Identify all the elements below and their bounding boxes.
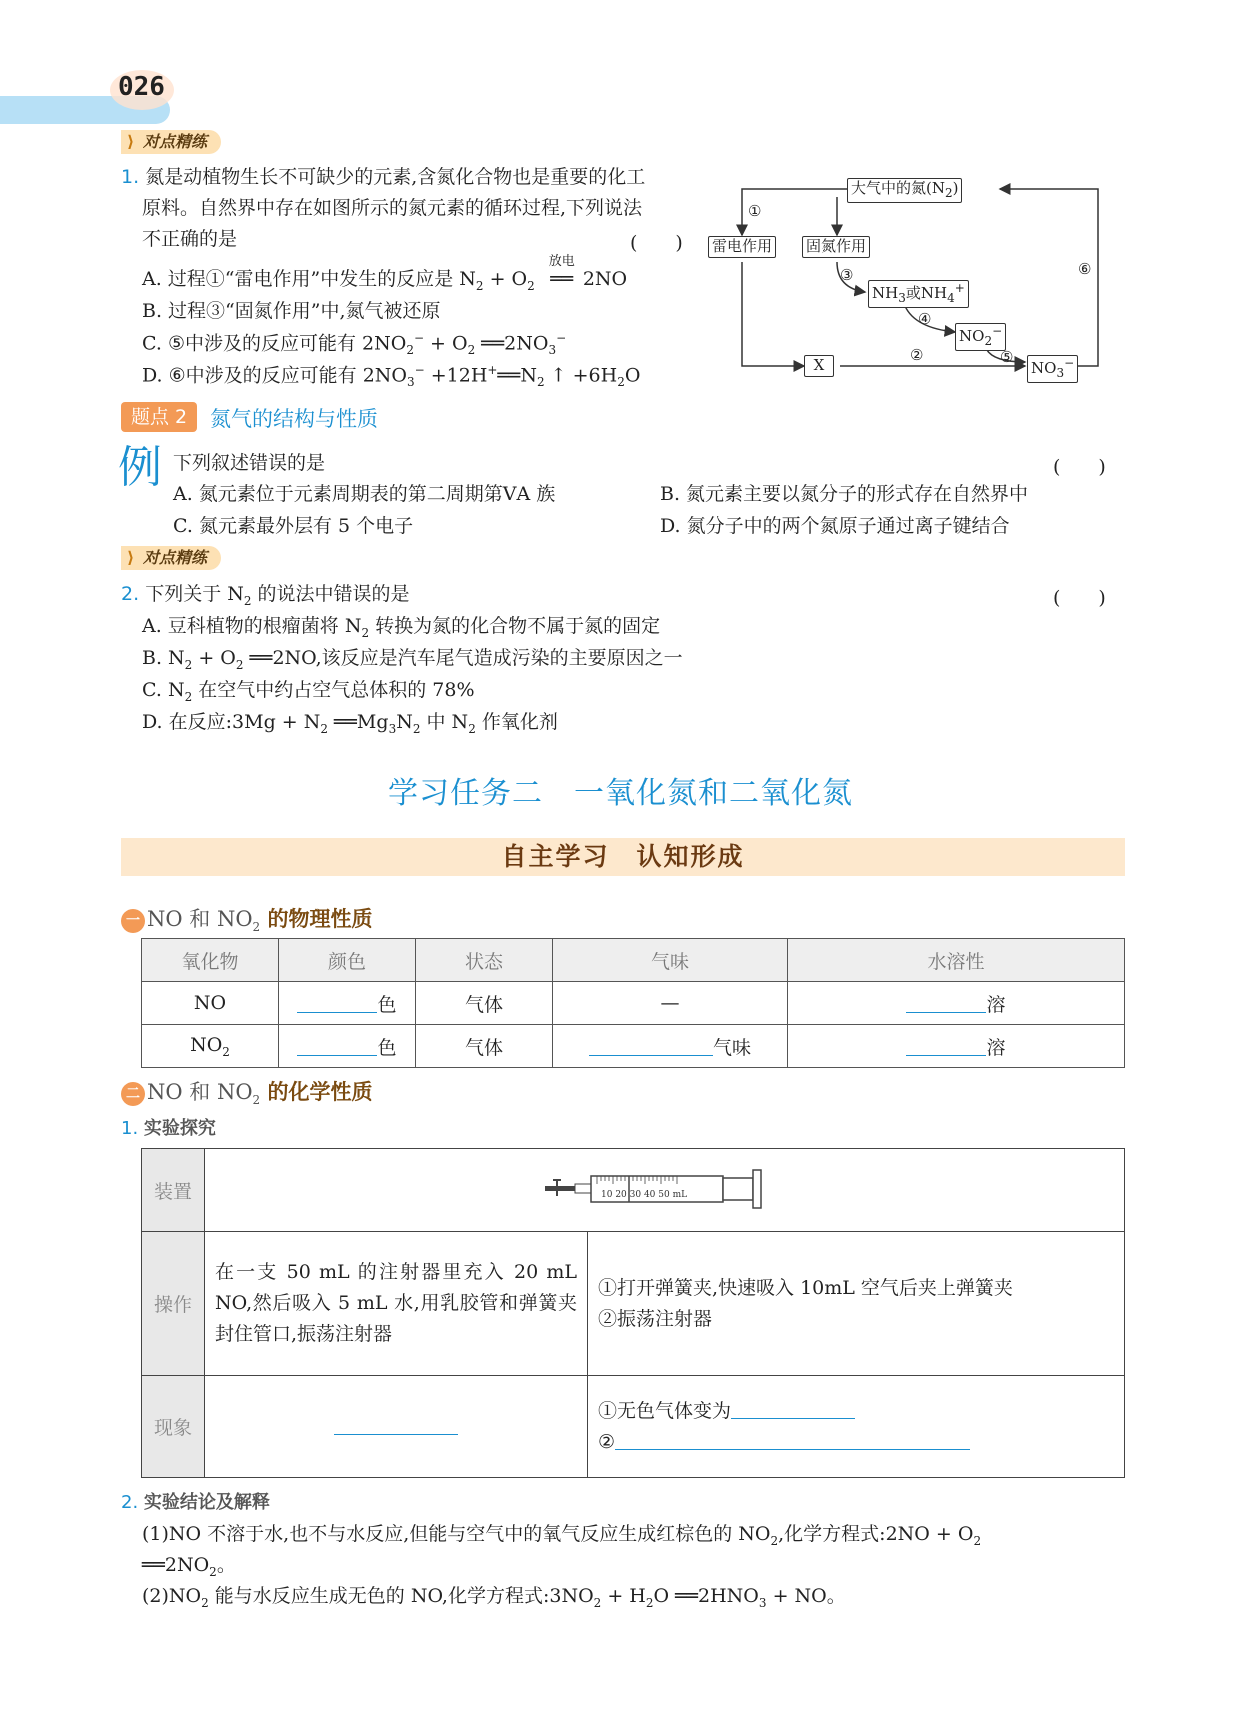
atmosphere-nitrogen-box: 大气中的氮$(N_2)$: [847, 178, 962, 203]
phenomenon-left-cell: [205, 1376, 588, 1478]
section-tag: ⟩ 对点精练: [121, 546, 221, 570]
table-header-row: [142, 939, 1125, 982]
table-cell: 溶: [788, 1025, 1125, 1068]
section-circle-icon: 二: [121, 1082, 145, 1106]
step-1-label: ①: [748, 202, 762, 220]
question-2-option-c: C. $N_2$ 在空气中约占空气总体积的 78%: [142, 679, 475, 704]
question-1-line-2: 原料。自然界中存在如图所示的氮元素的循环过程,下列说法: [142, 197, 643, 219]
table-row: [142, 1149, 1125, 1232]
conclusion-1-line-2: $══2NO_2$。: [142, 1554, 236, 1579]
answer-paren: ( ): [1053, 456, 1106, 478]
table-cell: 色: [279, 982, 416, 1025]
fill-blank[interactable]: [731, 1418, 855, 1419]
answer-paren: ( ): [1053, 587, 1106, 609]
example-option-b: B. 氮元素主要以氮分子的形式存在自然界中: [660, 483, 1029, 505]
question-2-stem: 2. 下列关于 $N_2$ 的说法中错误的是: [121, 583, 410, 608]
table-row: [142, 1232, 1125, 1376]
step-5-label: ⑤: [1000, 348, 1014, 366]
fill-blank[interactable]: [297, 1012, 377, 1013]
part-2-heading: 二 NO 和 $NO_2$ 的化学性质: [121, 1076, 373, 1107]
table-row: [142, 1376, 1125, 1478]
option-c: C. ⑤中涉及的反应可能有 $2NO_2^- + O_2$ $══2NO_3^-$: [142, 331, 567, 358]
fill-blank[interactable]: [615, 1449, 970, 1450]
example-option-c: C. 氮元素最外层有 5 个电子: [173, 515, 414, 537]
subsection-2-heading: 2. 实验结论及解释: [121, 1492, 270, 1513]
table-header: 水溶性: [788, 939, 1125, 982]
operation-right-cell: [588, 1232, 1125, 1376]
question-2-option-b: B. $N_2 + O_2$ ══2NO,该反应是汽车尾气造成污染的主要原因之一: [142, 647, 683, 672]
table-cell: $NO_2$: [142, 1025, 279, 1068]
table-cell: 气味: [553, 1025, 788, 1068]
table-cell: —: [553, 982, 788, 1025]
step-4-label: ④: [918, 310, 932, 328]
fill-blank[interactable]: [334, 1434, 458, 1435]
table-cell: 溶: [788, 982, 1125, 1025]
step-3-label: ③: [840, 266, 854, 284]
ammonia-box: $NH_3$或$NH_4^+$: [868, 280, 969, 308]
conclusion-2: $(2)NO_2$ 能与水反应生成无色的 NO,化学方程式$:3NO_2 + H_2O$ $══2HNO_3$ + NO。: [142, 1585, 846, 1610]
question-2-option-d: D. 在反应:3Mg + $N_2$ $══Mg_3N_2$ 中 $N_2$ 作氧化剂: [142, 711, 558, 736]
table-cell: 色: [279, 1025, 416, 1068]
fill-blank[interactable]: [589, 1055, 713, 1056]
question-1-line-1: [121, 166, 645, 189]
example-option-a: A. 氮元素位于元素周期表的第二周期第ⅤA 族: [173, 483, 556, 505]
example-stem: 下列叙述错误的是: [173, 452, 326, 474]
table-header: 颜色: [279, 939, 416, 982]
lightning-box: 雷电作用: [708, 236, 776, 258]
section-tag: ⟩ 对点精练: [121, 130, 221, 154]
nitrate-box: $NO_3^-$: [1027, 355, 1078, 383]
row-label-operation: 操作: [142, 1232, 205, 1376]
nitrogen-cycle-diagram: [700, 170, 1100, 390]
operation-left-cell: 在一支 50 mL 的注射器里充入 20 mL NO,然后吸入 5 mL 水,用乳胶管和弹簧夹封住管口,振荡注射器: [205, 1232, 588, 1376]
section-circle-icon: 一: [121, 909, 145, 933]
table-cell: 气体: [416, 982, 553, 1025]
table-header: 氧化物: [142, 939, 279, 982]
option-b: B. 过程③“固氮作用”中,氮气被还原: [142, 300, 441, 322]
option-a: A. 过程①“雷电作用”中发生的反应是 $N_2 + O_2$ 放电 ══ 2NO: [142, 254, 628, 293]
question-text: 氮是动植物生长不可缺少的元素,含氮化合物也是重要的化工: [145, 166, 646, 188]
row-label-device: 装置: [142, 1149, 205, 1232]
syringe-scale: 10 20 30 40 50 mL: [600, 1189, 687, 1200]
table-cell: NO: [142, 982, 279, 1025]
table-header: 气味: [553, 939, 788, 982]
phenomenon-right-cell: ①无色气体变为 ②: [588, 1376, 1125, 1478]
table-row: [142, 1025, 1125, 1068]
topic-badge: 题点 2: [121, 402, 197, 432]
part-1-heading: 一 NO 和 $NO_2$ 的物理性质: [121, 903, 373, 934]
step-6-label: ⑥: [1078, 260, 1092, 278]
reaction-condition: 放电: [548, 254, 575, 269]
row-label-phenomenon: 现象: [142, 1376, 205, 1478]
nitrite-box: $NO_2^-$: [955, 323, 1006, 351]
subsection-1-heading: 1. 实验探究: [121, 1118, 216, 1139]
fill-blank[interactable]: [906, 1055, 986, 1056]
table-row: [142, 982, 1125, 1025]
self-study-band: 自主学习 认知形成: [121, 838, 1125, 876]
question-number: 1.: [121, 166, 140, 188]
experiment-table: [141, 1148, 1125, 1478]
task-title: 学习任务二 一氧化氮和二氧化氮: [388, 776, 853, 811]
answer-paren: ( ): [630, 232, 683, 254]
syringe-cell: [205, 1149, 1125, 1232]
x-box: X: [804, 355, 834, 377]
operation-step-1: ①打开弹簧夹,快速吸入 10mL 空气后夹上弹簧夹: [598, 1276, 1013, 1299]
operation-step-2: ②振荡注射器: [598, 1307, 713, 1330]
table-cell: 气体: [416, 1025, 553, 1068]
question-number: 2.: [121, 583, 140, 605]
example-mark: 例: [118, 442, 162, 493]
step-2-label: ②: [910, 346, 924, 364]
example-option-d: D. 氮分子中的两个氮原子通过离子键结合: [660, 515, 1010, 537]
fill-blank[interactable]: [906, 1012, 986, 1013]
question-2-option-a: A. 豆科植物的根瘤菌将 $N_2$ 转换为氮的化合物不属于氮的固定: [142, 615, 661, 640]
question-1-line-3: 不正确的是: [142, 228, 238, 250]
conclusion-1-line-1: (1)NO 不溶于水,也不与水反应,但能与空气中的氧气反应生成红棕色的 $NO_2$,化学方程式:2NO + $O_2$: [142, 1523, 982, 1548]
option-d: D. ⑥中涉及的反应可能有 $2NO_3^-$ $+12H^+══N_2$ ↑ $+6H_2O$: [142, 363, 641, 390]
topic-title: 氮气的结构与性质: [210, 407, 378, 431]
nitrogen-fixation-box: 固氮作用: [802, 236, 870, 258]
physical-properties-table: [141, 938, 1125, 1068]
syringe-icon: [545, 1166, 785, 1210]
fill-blank[interactable]: [297, 1055, 377, 1056]
page-number: 026: [118, 72, 165, 102]
table-header: 状态: [416, 939, 553, 982]
